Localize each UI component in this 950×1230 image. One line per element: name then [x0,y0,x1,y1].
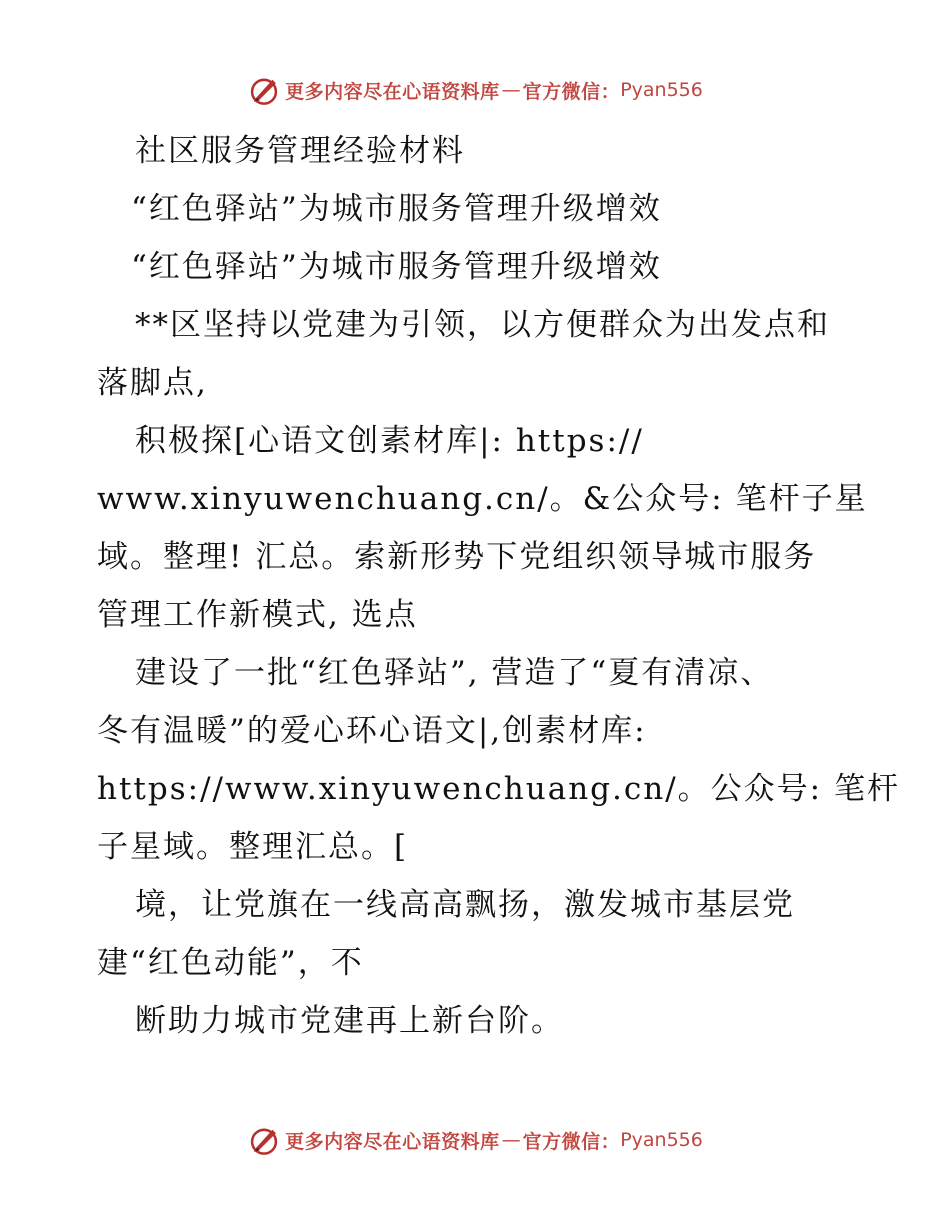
paragraph-line: 冬有温暖”的爱心环心语文|,创素材库: [97,713,647,749]
banner-suffix: 官方微信： [522,1130,621,1153]
paragraph-line: 积极探[心语文创素材库|: https:// [135,423,644,459]
banner-handle: Pyan556 [620,1129,703,1151]
banner-text: 更多内容尽在心语资料库 [285,1130,500,1153]
paragraph-line: 落脚点, [97,365,208,401]
paragraph-line: 境，让党旗在一线高高飘扬，激发城市基层党 [135,887,795,923]
banner-suffix: 官方微信： [522,80,621,103]
paragraph-line: 建设了一批“红色驿站”, 营造了“夏有清凉、 [135,655,774,691]
paragraph-line: 建“红色动能”，不 [97,945,364,981]
banner-handle: Pyan556 [620,79,703,101]
paragraph-line: 域。整理! 汇总。索新形势下党组织领导城市服务 [97,539,817,575]
paragraph-line: www.xinyuwenchuang.cn/。&公众号: 笔杆子星 [97,481,868,517]
banner-text: 更多内容尽在心语资料库 [285,80,500,103]
banner-dash: — [501,1129,521,1151]
footer-banner [0,1120,950,1160]
document-body [97,122,900,1050]
doc-heading: “红色驿站”为城市服务管理升级增效 [131,249,662,285]
quill-pen-logo-icon [247,1123,281,1157]
paragraph-line: https://www.xinyuwenchuang.cn/。公众号: 笔杆 [97,771,900,807]
banner-dash: — [501,79,521,101]
paragraph-line: **区坚持以党建为引领，以方便群众为出发点和 [135,307,830,343]
header-banner [0,70,950,110]
paragraph-line: 子星域。整理汇总。[ [97,829,409,865]
quill-pen-logo-icon [247,73,281,107]
paragraph-line: 管理工作新模式, 选点 [97,597,418,633]
doc-title: 社区服务管理经验材料 [135,133,465,169]
paragraph-line: 断助力城市党建再上新台阶。 [135,1003,564,1039]
doc-subtitle: “红色驿站”为城市服务管理升级增效 [131,191,662,227]
